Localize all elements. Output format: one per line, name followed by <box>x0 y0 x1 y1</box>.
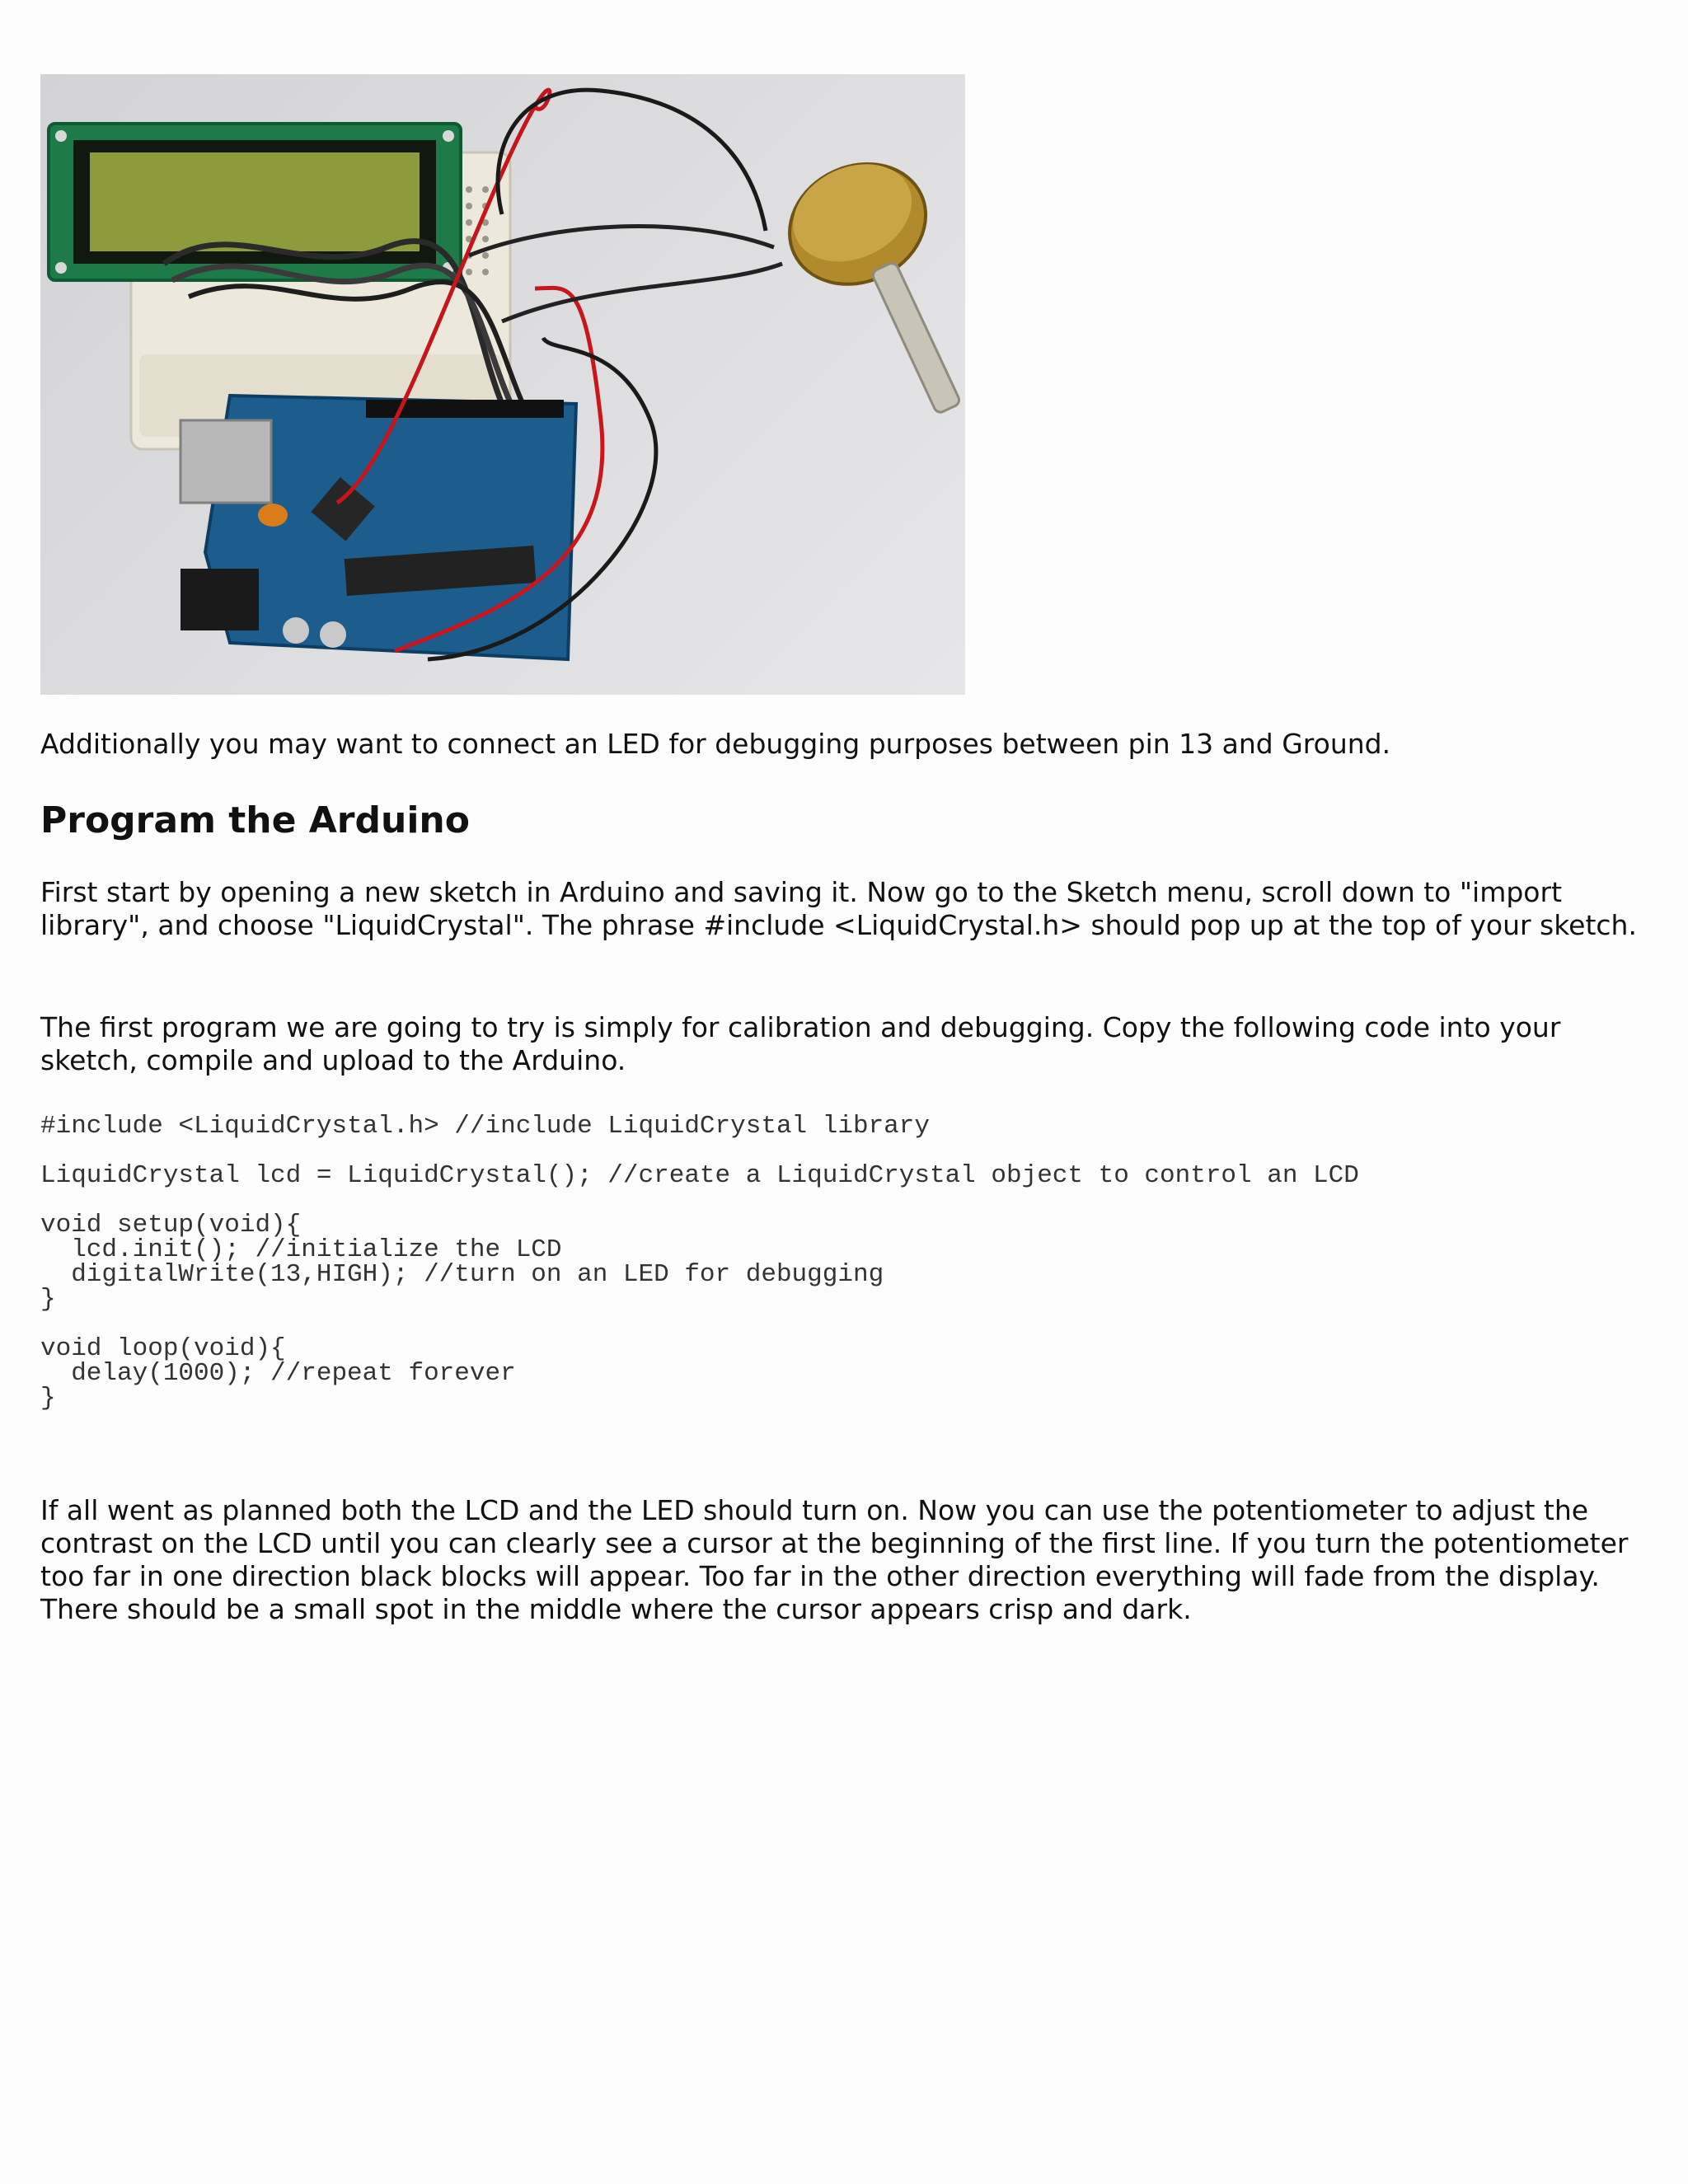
first-program-paragraph: The first program we are going to try is simply for calibration and debugging. Copy the following code into your sketch, compile and upload to the Arduino. <box>40 1011 1561 1076</box>
result-paragraph: If all went as planned both the LCD and the LED should turn on. Now you can use the potentiometer to adjust the contrast on the LCD until you can clearly see a cursor at the beginning of the first line. If you turn the potentiometer too far in one direction black blocks will appear. Too far in the other direction everything will fade from the display. There should be a small spot in the middle where the cursor appears crisp and dark. <box>40 1494 1629 1625</box>
code-include-line: #include <LiquidCrystal.h> //include LiquidCrystal library <box>40 1112 930 1141</box>
code-setup-block: void setup(void){ lcd.init(); //initialize the LCD digitalWrite(13,HIGH); //turn on an LED for debugging } <box>40 1211 884 1314</box>
code-loop-block: void loop(void){ delay(1000); //repeat forever } <box>40 1334 516 1413</box>
code-object-line: LiquidCrystal lcd = LiquidCrystal(); //create a LiquidCrystal object to control an LCD <box>40 1161 1359 1190</box>
start-paragraph: First start by opening a new sketch in Arduino and saving it. Now go to the Sketch menu, scroll down to "import library", and choose "LiquidCrystal". The phrase #include <LiquidCrystal.h> should pop up at the top of your sketch. <box>40 876 1637 941</box>
arduino-lcd-photo <box>40 74 965 695</box>
led-note-paragraph: Additionally you may want to connect an LED for debugging purposes between pin 13 and Ground. <box>40 728 1391 760</box>
section-heading: Program the Arduino <box>40 799 470 841</box>
